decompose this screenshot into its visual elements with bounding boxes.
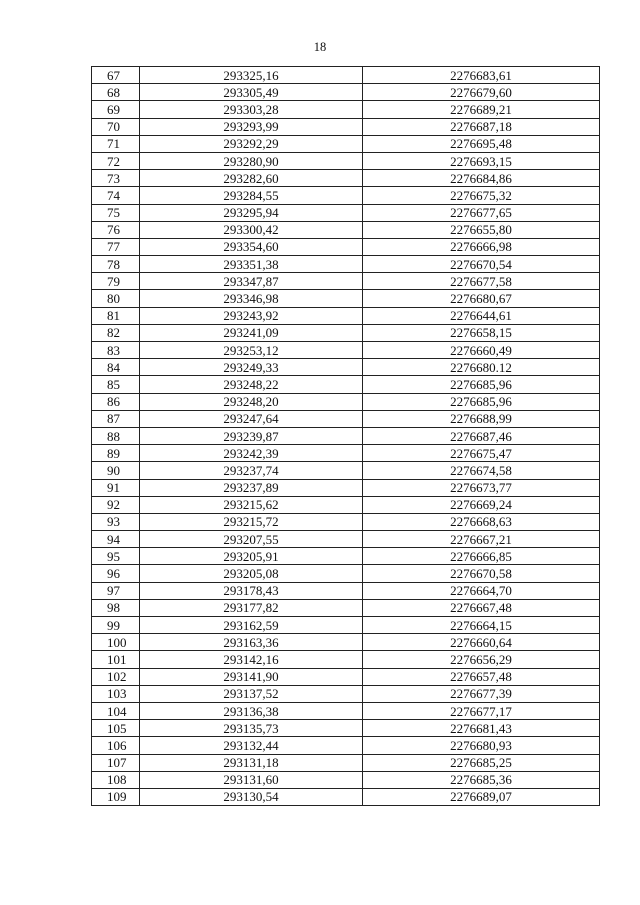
table-row: [92, 101, 600, 118]
table-row: [92, 307, 600, 324]
x-coordinate-cell: 293295,94: [140, 204, 363, 221]
x-coordinate-cell: 293247,64: [140, 410, 363, 427]
y-coordinate-cell: 2276685,25: [363, 754, 600, 771]
y-coordinate-cell: 2276667,48: [363, 599, 600, 616]
y-coordinate-cell: 2276664,15: [363, 617, 600, 634]
x-coordinate-cell: 293163,36: [140, 634, 363, 651]
y-coordinate-cell: 2276680,67: [363, 290, 600, 307]
point-number-cell: 107: [92, 754, 140, 771]
table-row: [92, 754, 600, 771]
table-row: [92, 290, 600, 307]
table-row: [92, 565, 600, 582]
y-coordinate-cell: 2276660,49: [363, 342, 600, 359]
point-number-cell: 108: [92, 771, 140, 788]
x-coordinate-cell: 293178,43: [140, 582, 363, 599]
x-coordinate-cell: 293253,12: [140, 342, 363, 359]
y-coordinate-cell: 2276658,15: [363, 324, 600, 341]
y-coordinate-cell: 2276684,86: [363, 170, 600, 187]
point-number-cell: 80: [92, 290, 140, 307]
point-number-cell: 86: [92, 393, 140, 410]
x-coordinate-cell: 293248,22: [140, 376, 363, 393]
point-number-cell: 92: [92, 496, 140, 513]
y-coordinate-cell: 2276667,21: [363, 531, 600, 548]
y-coordinate-cell: 2276657,48: [363, 668, 600, 685]
x-coordinate-cell: 293141,90: [140, 668, 363, 685]
page-number: 18: [313, 40, 327, 54]
x-coordinate-cell: 293142,16: [140, 651, 363, 668]
point-number-cell: 77: [92, 238, 140, 255]
x-coordinate-cell: 293137,52: [140, 685, 363, 702]
y-coordinate-cell: 2276675,32: [363, 187, 600, 204]
table-row: [92, 204, 600, 221]
y-coordinate-cell: 2276655,80: [363, 221, 600, 238]
table-row: [92, 221, 600, 238]
x-coordinate-cell: 293237,74: [140, 462, 363, 479]
table-row: [92, 324, 600, 341]
table-row: [92, 238, 600, 255]
point-number-cell: 90: [92, 462, 140, 479]
table-row: [92, 548, 600, 565]
x-coordinate-cell: 293131,60: [140, 771, 363, 788]
y-coordinate-cell: 2276680,93: [363, 737, 600, 754]
y-coordinate-cell: 2276644,61: [363, 307, 600, 324]
x-coordinate-cell: 293132,44: [140, 737, 363, 754]
point-number-cell: 76: [92, 221, 140, 238]
x-coordinate-cell: 293354,60: [140, 238, 363, 255]
y-coordinate-cell: 2276664,70: [363, 582, 600, 599]
table-row: [92, 617, 600, 634]
y-coordinate-cell: 2276675,47: [363, 445, 600, 462]
x-coordinate-cell: 293205,08: [140, 565, 363, 582]
table-row: [92, 582, 600, 599]
y-coordinate-cell: 2276677,65: [363, 204, 600, 221]
table-row: [92, 513, 600, 530]
point-number-cell: 78: [92, 256, 140, 273]
y-coordinate-cell: 2276687,18: [363, 118, 600, 135]
table-row: [92, 634, 600, 651]
point-number-cell: 70: [92, 118, 140, 135]
y-coordinate-cell: 2276680.12: [363, 359, 600, 376]
x-coordinate-cell: 293346,98: [140, 290, 363, 307]
y-coordinate-cell: 2276670,58: [363, 565, 600, 582]
point-number-cell: 72: [92, 152, 140, 169]
point-number-cell: 74: [92, 187, 140, 204]
table-row: [92, 668, 600, 685]
table-row: [92, 479, 600, 496]
table-row: [92, 187, 600, 204]
table-row: [92, 256, 600, 273]
point-number-cell: 73: [92, 170, 140, 187]
x-coordinate-cell: 293136,38: [140, 702, 363, 719]
point-number-cell: 98: [92, 599, 140, 616]
y-coordinate-cell: 2276660,64: [363, 634, 600, 651]
y-coordinate-cell: 2276693,15: [363, 152, 600, 169]
table-row: [92, 599, 600, 616]
x-coordinate-cell: 293215,72: [140, 513, 363, 530]
x-coordinate-cell: 293293,99: [140, 118, 363, 135]
table-row: [92, 84, 600, 101]
table-row: [92, 771, 600, 788]
point-number-cell: 100: [92, 634, 140, 651]
x-coordinate-cell: 293130,54: [140, 788, 363, 805]
table-row: [92, 273, 600, 290]
point-number-cell: 71: [92, 135, 140, 152]
point-number-cell: 75: [92, 204, 140, 221]
point-number-cell: 87: [92, 410, 140, 427]
x-coordinate-cell: 293325,16: [140, 67, 363, 84]
x-coordinate-cell: 293248,20: [140, 393, 363, 410]
table-row: [92, 376, 600, 393]
table-row: [92, 342, 600, 359]
point-number-cell: 106: [92, 737, 140, 754]
x-coordinate-cell: 293284,55: [140, 187, 363, 204]
y-coordinate-cell: 2276689,07: [363, 788, 600, 805]
y-coordinate-cell: 2276666,85: [363, 548, 600, 565]
x-coordinate-cell: 293239,87: [140, 427, 363, 444]
point-number-cell: 83: [92, 342, 140, 359]
y-coordinate-cell: 2276685,96: [363, 376, 600, 393]
x-coordinate-cell: 293242,39: [140, 445, 363, 462]
x-coordinate-cell: 293177,82: [140, 599, 363, 616]
y-coordinate-cell: 2276695,48: [363, 135, 600, 152]
point-number-cell: 88: [92, 427, 140, 444]
y-coordinate-cell: 2276656,29: [363, 651, 600, 668]
table-row: [92, 170, 600, 187]
point-number-cell: 105: [92, 720, 140, 737]
point-number-cell: 67: [92, 67, 140, 84]
x-coordinate-cell: 293292,29: [140, 135, 363, 152]
x-coordinate-cell: 293300,42: [140, 221, 363, 238]
point-number-cell: 102: [92, 668, 140, 685]
x-coordinate-cell: 293303,28: [140, 101, 363, 118]
x-coordinate-cell: 293205,91: [140, 548, 363, 565]
x-coordinate-cell: 293241,09: [140, 324, 363, 341]
table-row: [92, 445, 600, 462]
x-coordinate-cell: 293282,60: [140, 170, 363, 187]
y-coordinate-cell: 2276681,43: [363, 720, 600, 737]
table-row: [92, 410, 600, 427]
y-coordinate-cell: 2276670,54: [363, 256, 600, 273]
point-number-cell: 97: [92, 582, 140, 599]
x-coordinate-cell: 293215,62: [140, 496, 363, 513]
point-number-cell: 99: [92, 617, 140, 634]
table-row: [92, 359, 600, 376]
y-coordinate-cell: 2276666,98: [363, 238, 600, 255]
coordinates-table: [91, 66, 600, 806]
x-coordinate-cell: 293237,89: [140, 479, 363, 496]
x-coordinate-cell: 293162,59: [140, 617, 363, 634]
table-row: [92, 737, 600, 754]
y-coordinate-cell: 2276677,17: [363, 702, 600, 719]
table-row: [92, 135, 600, 152]
y-coordinate-cell: 2276689,21: [363, 101, 600, 118]
table-row: [92, 393, 600, 410]
point-number-cell: 95: [92, 548, 140, 565]
x-coordinate-cell: 293305,49: [140, 84, 363, 101]
x-coordinate-cell: 293280,90: [140, 152, 363, 169]
point-number-cell: 109: [92, 788, 140, 805]
y-coordinate-cell: 2276677,39: [363, 685, 600, 702]
x-coordinate-cell: 293249,33: [140, 359, 363, 376]
table-row: [92, 651, 600, 668]
point-number-cell: 68: [92, 84, 140, 101]
point-number-cell: 103: [92, 685, 140, 702]
point-number-cell: 79: [92, 273, 140, 290]
y-coordinate-cell: 2276668,63: [363, 513, 600, 530]
point-number-cell: 85: [92, 376, 140, 393]
y-coordinate-cell: 2276677,58: [363, 273, 600, 290]
x-coordinate-cell: 293207,55: [140, 531, 363, 548]
point-number-cell: 81: [92, 307, 140, 324]
y-coordinate-cell: 2276685,36: [363, 771, 600, 788]
x-coordinate-cell: 293243,92: [140, 307, 363, 324]
point-number-cell: 104: [92, 702, 140, 719]
x-coordinate-cell: 293131,18: [140, 754, 363, 771]
table-row: [92, 152, 600, 169]
x-coordinate-cell: 293351,38: [140, 256, 363, 273]
point-number-cell: 94: [92, 531, 140, 548]
point-number-cell: 89: [92, 445, 140, 462]
table-row: [92, 427, 600, 444]
y-coordinate-cell: 2276688,99: [363, 410, 600, 427]
table-row: [92, 531, 600, 548]
point-number-cell: 93: [92, 513, 140, 530]
y-coordinate-cell: 2276673,77: [363, 479, 600, 496]
point-number-cell: 82: [92, 324, 140, 341]
point-number-cell: 84: [92, 359, 140, 376]
point-number-cell: 91: [92, 479, 140, 496]
table-row: [92, 720, 600, 737]
y-coordinate-cell: 2276683,61: [363, 67, 600, 84]
table-row: [92, 685, 600, 702]
table-row: [92, 118, 600, 135]
y-coordinate-cell: 2276679,60: [363, 84, 600, 101]
y-coordinate-cell: 2276669,24: [363, 496, 600, 513]
y-coordinate-cell: 2276687,46: [363, 427, 600, 444]
x-coordinate-cell: 293135,73: [140, 720, 363, 737]
point-number-cell: 69: [92, 101, 140, 118]
table-row: [92, 496, 600, 513]
y-coordinate-cell: 2276674,58: [363, 462, 600, 479]
point-number-cell: 101: [92, 651, 140, 668]
point-number-cell: 96: [92, 565, 140, 582]
table-row: [92, 462, 600, 479]
table-row: [92, 67, 600, 84]
y-coordinate-cell: 2276685,96: [363, 393, 600, 410]
coordinates-table-body: [92, 67, 600, 806]
table-row: [92, 702, 600, 719]
x-coordinate-cell: 293347,87: [140, 273, 363, 290]
table-row: [92, 788, 600, 805]
